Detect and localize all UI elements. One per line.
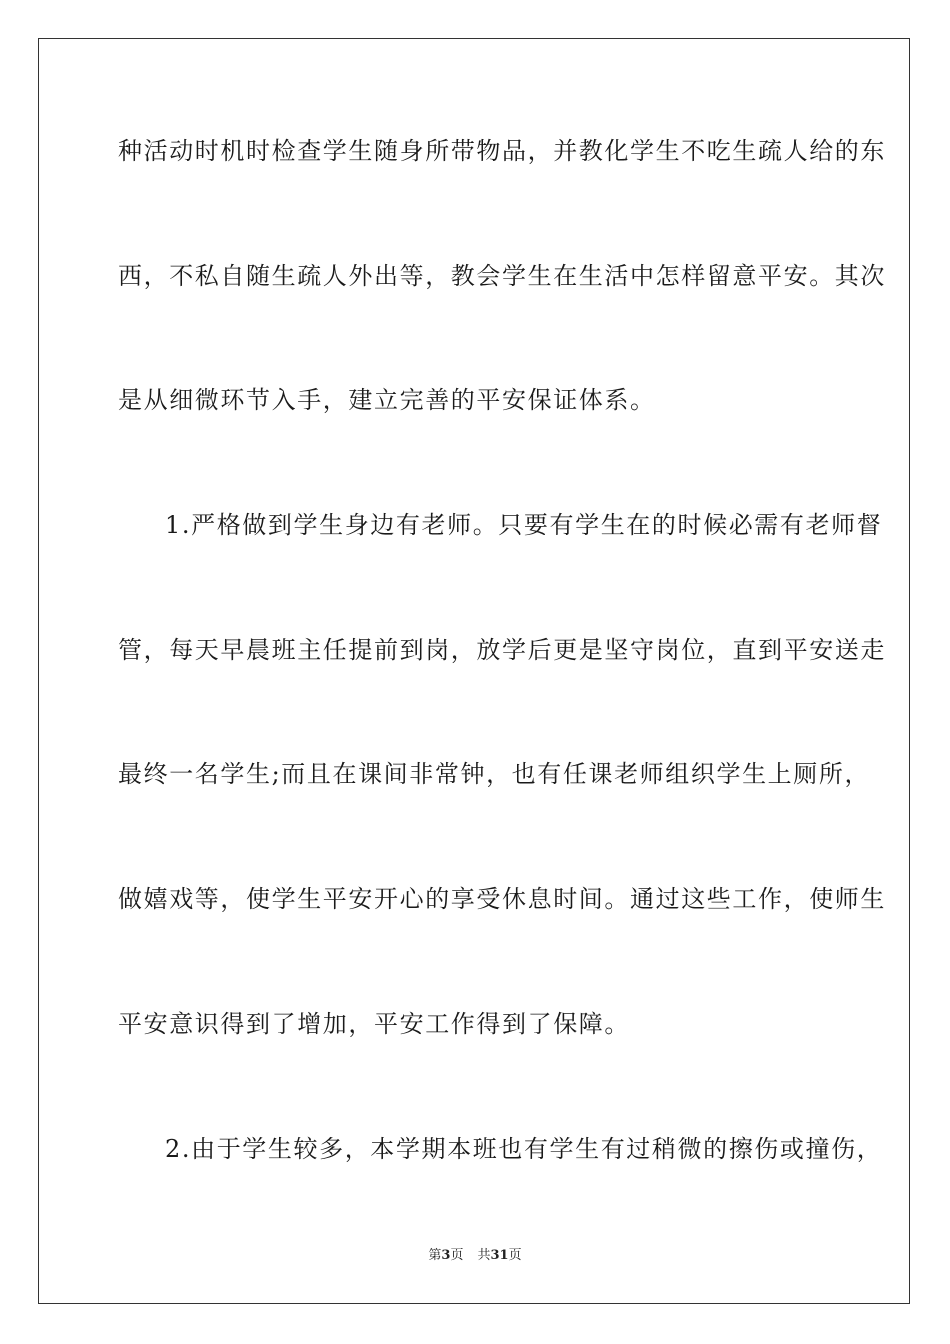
footer-total-suffix: 页 [508,1248,522,1263]
text-line-8: 平安意识得到了增加，平安工作得到了保障。 [118,1010,630,1038]
page-footer [0,1247,950,1265]
text-line-6: 最终一名学生;而且在课间非常钟，也有任课老师组织学生上厕所， [118,760,871,788]
text-line-2: 西，不私自随生疏人外出等，教会学生在生活中怎样留意平安。其次 [118,262,886,290]
footer-page-number: 3 [441,1248,451,1263]
footer-page-prefix: 第 [428,1248,442,1263]
text-line-7: 做嬉戏等，使学生平安开心的享受休息时间。通过这些工作，使师生 [118,885,886,913]
text-line-4: 1.严格做到学生身边有老师。只要有学生在的时候必需有老师督 [165,511,883,539]
footer-page-suffix: 页 [450,1248,464,1263]
text-line-9: 2.由于学生较多，本学期本班也有学生有过稍微的擦伤或撞伤， [165,1135,883,1163]
footer-total-prefix: 共 [477,1248,491,1263]
text-line-1: 种活动时机时检查学生随身所带物品，并教化学生不吃生疏人给的东 [118,137,886,165]
page-border [38,38,910,1304]
text-line-5: 管，每天早晨班主任提前到岗，放学后更是坚守岗位，直到平安送走 [118,636,886,664]
footer-total-pages: 31 [490,1248,509,1263]
text-line-3: 是从细微环节入手，建立完善的平安保证体系。 [118,386,656,414]
